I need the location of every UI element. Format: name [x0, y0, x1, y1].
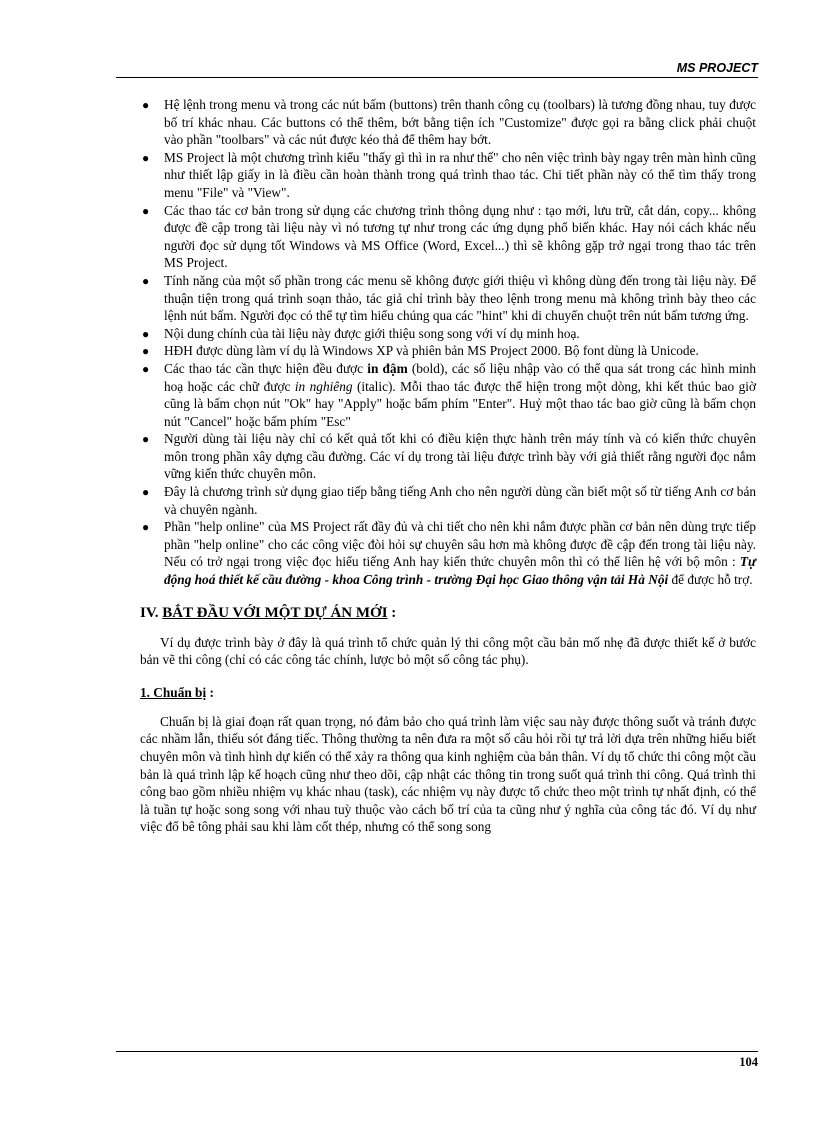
- contact-department: Tự động hoá thiết kế cầu đường - khoa Công trình - trường Đại học Giao thông vận tải Hà Nội: [164, 554, 756, 588]
- subsection-label: 1. Chuẩn bị: [140, 684, 207, 700]
- bullet-icon: ●: [142, 150, 150, 165]
- italic-term: in nghiêng: [294, 378, 353, 394]
- page-number: 104: [739, 1055, 758, 1069]
- list-item: ● Phần "help online" của MS Project rất đầy đủ và chi tiết cho nên khi nắm được phần cơ bản nên dùng trực tiếp phần "help online" cho các công việc đòi hỏi sự chuyên sâu hơn mà không được đề cập đến trong tài liệu này. Nếu có trở ngại trong việc đọc hiểu tiếng Anh hay kiến thức chuyên môn thì có thể liên hệ với bộ môn : Tự động hoá thiết kế cầu đường - khoa Công trình - trường Đại học Giao thông vận tải Hà Nội để được hỗ trợ.: [142, 519, 756, 588]
- bullet-icon: ●: [142, 520, 150, 535]
- list-item: ● Tính năng của một số phần trong các menu sẽ không được giới thiệu vì không dùng đến trong tài liệu này. Để thuận tiện trong quá trình soạn thảo, tác giả chỉ trình bày theo lệnh trong menu mà không trình bày theo các lệnh nút bấm. Người đọc có thể tự tìm hiểu chúng qua các "hint" khi di chuyển chuột trên nút bấm tương ứng.: [142, 272, 756, 324]
- list-item: ● Người dùng tài liệu này chỉ có kết quả tốt khi có điều kiện thực hành trên máy tính và có kiến thức chuyên môn trong phần xây dựng cầu đường. Các ví dụ trong tài liệu được trình bày với giả thiết rằng người đọc nắm vững kiến thức chuyên môn.: [142, 431, 756, 482]
- subsection-suffix: :: [209, 684, 214, 700]
- section-number: IV.: [140, 604, 159, 621]
- subsection-heading: [140, 685, 756, 701]
- bullet-icon: ●: [142, 344, 150, 359]
- section-heading: [140, 605, 756, 622]
- page-content: [140, 96, 756, 836]
- footer-divider: [116, 1051, 758, 1052]
- list-item: ● HĐH được dùng làm ví dụ là Windows XP và phiên bản MS Project 2000. Bộ font dùng là Unicode.: [140, 342, 756, 360]
- list-item: ● Hệ lệnh trong menu và trong các nút bấm (buttons) trên thanh công cụ (toolbars) là tương đồng nhau, tuy được bố trí khác nhau. Các buttons có thể thêm, bớt bằng tiện ích "Customize" được gọi ra bằng click phải chuột vào phần "toolbars" và các nút được kéo thả để thêm hay bớt.: [142, 97, 756, 148]
- section-suffix: :: [391, 604, 397, 621]
- list-item: ● MS Project là một chương trình kiểu "thấy gì thì in ra như thế" cho nên việc trình bày ngay trên màn hình cũng như thiết lập giấy in là điều cần hoàn thành trong quá trình thao tác. Chi tiết phần này có thể tìm thấy trong menu "File" và "View".: [142, 149, 756, 200]
- section-title: BẮT ĐẦU VỚI MỘT DỰ ÁN MỚI: [162, 604, 388, 621]
- running-header-title: MS PROJECT: [676, 61, 758, 75]
- bold-term: in đậm: [367, 360, 408, 376]
- body-paragraph: Chuẩn bị là giai đoạn rất quan trọng, nó đảm bảo cho quá trình làm việc sau này được thông suốt và tránh được các nhầm lẫn, thiếu sót đáng tiếc. Thông thường ta nên đưa ra một số câu hỏi rồi tự trả lời dựa trên những hiểu biết chuyên môn và tình hình dự kiến có thể xảy ra thông qua kinh nghiệm của bản thân. Ví dụ tổ chức thi công một cầu bản là quá trình lập kế hoạch cũng như theo dõi, cập nhật các thông tin trong suốt quá trình thi công. Quá trình thi công bao gồm nhiều nhiệm vụ khác nhau (task), các nhiệm vụ này được tổ chức theo một trình tự nhất định, có thể là tuần tự hoặc song song với nhau tuỳ thuộc vào cách bố trí của ta cũng như ý nghĩa của công tác đó. Ví dụ như việc đổ bê tông phải sau khi làm cốt thép, nhưng có thể song song: [140, 713, 756, 835]
- bullet-icon: ●: [142, 326, 150, 341]
- intro-paragraph: Ví dụ được trình bày ở đây là quá trình tổ chức quản lý thi công một cầu bản mố nhẹ đã được thiết kế ở bước bản vẽ thi công (chỉ có các công tác chính, lược bỏ một số công tác phụ).: [140, 634, 756, 668]
- bullet-icon: ●: [142, 203, 150, 218]
- list-item: ● Nội dung chính của tài liệu này được giới thiệu song song với ví dụ minh hoạ.: [140, 325, 756, 343]
- header-divider: [116, 77, 758, 78]
- list-item: ● Đây là chương trình sử dụng giao tiếp bằng tiếng Anh cho nên người dùng cần biết một số từ tiếng Anh cơ bản và chuyên ngành.: [142, 484, 756, 517]
- list-item: ● Các thao tác cần thực hiện đều được in đậm (bold), các số liệu nhập vào có thể qua sát trong các hình minh hoạ hoặc các chữ được in nghiêng (italic). Mỗi thao tác được thể hiện trong một dòng, khi kết thúc bao giờ cũng là bấm chọn nút "Ok" hay "Apply" hoặc bấm phím "Enter". Huỷ một thao tác bao giờ cũng là bấm chọn nút "Cancel" hoặc bấm phím "Esc": [142, 360, 756, 429]
- notes-bullet-list: [140, 96, 756, 589]
- bullet-icon: ●: [142, 432, 150, 447]
- bullet-icon: ●: [142, 273, 150, 288]
- bullet-icon: ●: [142, 485, 150, 500]
- bullet-icon: ●: [142, 361, 150, 376]
- list-item: ● Các thao tác cơ bản trong sử dụng các chương trình thông dụng như : tạo mới, lưu trữ, cắt dán, copy... không được đề cập trong tài liệu này vì nó tương tự như trong các ứng dụng phổ biến khác. Hay nói cách khác nếu người đọc sử dụng tốt Windows và MS Office (Word, Excel...) thì sẽ không gặp trở ngại trong thao tác trên MS Project.: [142, 202, 756, 271]
- bullet-icon: ●: [142, 98, 150, 112]
